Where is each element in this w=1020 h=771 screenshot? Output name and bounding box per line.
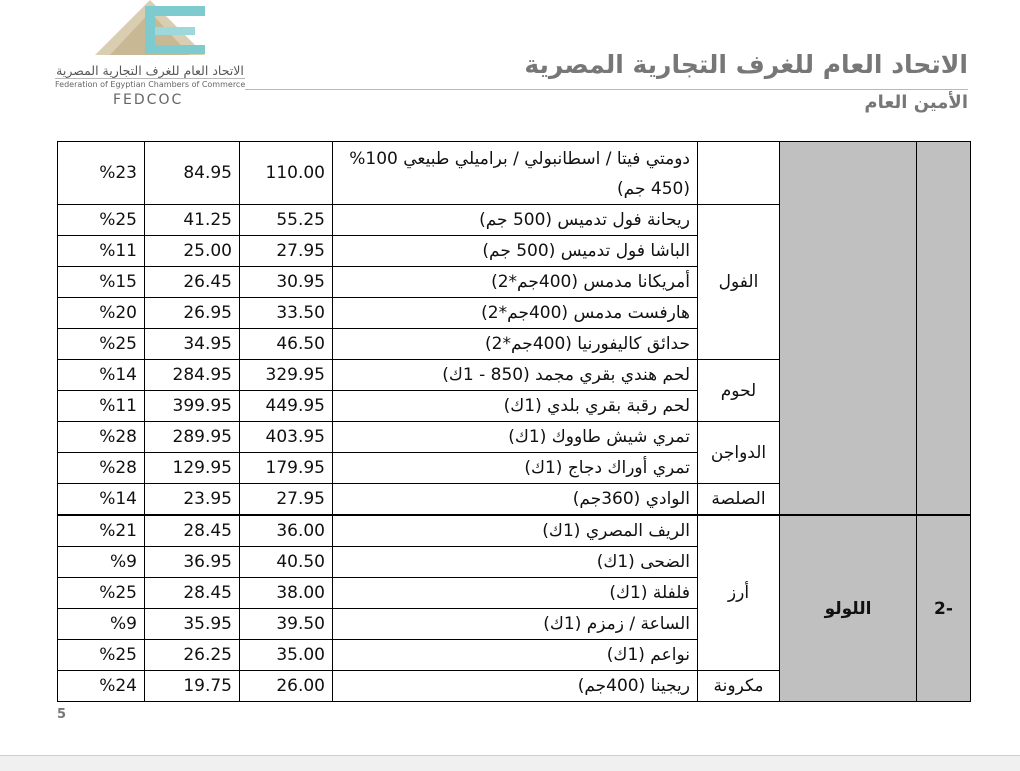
category-cell bbox=[698, 142, 780, 205]
price-before-cell: 36.00 bbox=[240, 515, 333, 547]
price-after-cell: 25.00 bbox=[145, 236, 240, 267]
product-cell: الباشا فول تدميس (500 جم) bbox=[333, 236, 698, 267]
price-after-cell: 399.95 bbox=[145, 391, 240, 422]
category-cell: الفول bbox=[698, 205, 780, 360]
store-name-cell: اللولو bbox=[780, 515, 917, 702]
logo-divider bbox=[55, 78, 245, 79]
product-cell: تمري أوراك دجاج (1ك) bbox=[333, 453, 698, 484]
product-cell: تمري شيش طاووك (1ك) bbox=[333, 422, 698, 453]
product-cell: نواعم (1ك) bbox=[333, 640, 698, 671]
price-before-cell: 449.95 bbox=[240, 391, 333, 422]
title-divider bbox=[245, 89, 968, 90]
discount-cell: %11 bbox=[58, 391, 145, 422]
product-cell: دومتي فيتا / اسطانبولي / براميلي طبيعي 100% (450 جم) bbox=[333, 142, 698, 205]
category-cell: مكرونة bbox=[698, 671, 780, 702]
logo-arabic-text: الاتحاد العام للغرف التجارية المصرية bbox=[56, 63, 244, 78]
page-subtitle: الأمين العام bbox=[864, 92, 968, 113]
discount-cell: %9 bbox=[58, 547, 145, 578]
product-cell: أمريكانا مدمس (400جم*2) bbox=[333, 267, 698, 298]
category-cell: الصلصة bbox=[698, 484, 780, 516]
price-before-cell: 46.50 bbox=[240, 329, 333, 360]
discount-cell: %25 bbox=[58, 205, 145, 236]
category-cell: لحوم bbox=[698, 360, 780, 422]
product-cell: هارفست مدمس (400جم*2) bbox=[333, 298, 698, 329]
offers-table bbox=[57, 141, 971, 702]
price-after-cell: 84.95 bbox=[145, 142, 240, 205]
price-before-cell: 55.25 bbox=[240, 205, 333, 236]
price-after-cell: 28.45 bbox=[145, 515, 240, 547]
category-cell: الدواجن bbox=[698, 422, 780, 484]
discount-cell: %9 bbox=[58, 609, 145, 640]
price-after-cell: 35.95 bbox=[145, 609, 240, 640]
price-before-cell: 110.00 bbox=[240, 142, 333, 205]
discount-cell: %20 bbox=[58, 298, 145, 329]
price-after-cell: 36.95 bbox=[145, 547, 240, 578]
discount-cell: %25 bbox=[58, 640, 145, 671]
product-cell: الوادي (360جم) bbox=[333, 484, 698, 516]
price-after-cell: 284.95 bbox=[145, 360, 240, 391]
discount-cell: %14 bbox=[58, 360, 145, 391]
price-before-cell: 329.95 bbox=[240, 360, 333, 391]
price-before-cell: 179.95 bbox=[240, 453, 333, 484]
logo-english-text: Federation of Egyptian Chambers of Commerce bbox=[55, 80, 246, 89]
store-name-cell bbox=[780, 142, 917, 516]
price-after-cell: 34.95 bbox=[145, 329, 240, 360]
table-row bbox=[58, 142, 971, 205]
product-cell: الريف المصري (1ك) bbox=[333, 515, 698, 547]
product-cell: لحم هندي بقري مجمد (850 - 1ك) bbox=[333, 360, 698, 391]
discount-cell: %14 bbox=[58, 484, 145, 516]
product-cell: ريحانة فول تدميس (500 جم) bbox=[333, 205, 698, 236]
price-after-cell: 41.25 bbox=[145, 205, 240, 236]
group-number-cell: -2 bbox=[917, 515, 971, 702]
category-cell: أرز bbox=[698, 515, 780, 671]
discount-cell: %28 bbox=[58, 422, 145, 453]
price-before-cell: 38.00 bbox=[240, 578, 333, 609]
discount-cell: %23 bbox=[58, 142, 145, 205]
price-after-cell: 289.95 bbox=[145, 422, 240, 453]
discount-cell: %25 bbox=[58, 329, 145, 360]
pyramid-logo-icon bbox=[90, 0, 210, 60]
slide-footer-bar bbox=[0, 755, 1020, 771]
price-before-cell: 27.95 bbox=[240, 484, 333, 516]
price-before-cell: 39.50 bbox=[240, 609, 333, 640]
price-after-cell: 28.45 bbox=[145, 578, 240, 609]
page-number: 5 bbox=[57, 707, 67, 722]
price-before-cell: 40.50 bbox=[240, 547, 333, 578]
page-title: الاتحاد العام للغرف التجارية المصرية bbox=[524, 50, 968, 79]
price-before-cell: 35.00 bbox=[240, 640, 333, 671]
price-before-cell: 33.50 bbox=[240, 298, 333, 329]
table-row bbox=[58, 515, 971, 547]
product-cell: لحم رقبة بقري بلدي (1ك) bbox=[333, 391, 698, 422]
discount-cell: %24 bbox=[58, 671, 145, 702]
price-after-cell: 19.75 bbox=[145, 671, 240, 702]
price-after-cell: 26.25 bbox=[145, 640, 240, 671]
price-after-cell: 129.95 bbox=[145, 453, 240, 484]
fedcoc-logo bbox=[55, 0, 245, 115]
product-cell: ريجينا (400جم) bbox=[333, 671, 698, 702]
price-before-cell: 403.95 bbox=[240, 422, 333, 453]
price-before-cell: 27.95 bbox=[240, 236, 333, 267]
discount-cell: %25 bbox=[58, 578, 145, 609]
product-cell: الساعة / زمزم (1ك) bbox=[333, 609, 698, 640]
discount-cell: %21 bbox=[58, 515, 145, 547]
discount-cell: %28 bbox=[58, 453, 145, 484]
logo-short-name: FEDCOC bbox=[113, 92, 184, 108]
group-number-cell bbox=[917, 142, 971, 516]
price-after-cell: 23.95 bbox=[145, 484, 240, 516]
product-cell: الضحى (1ك) bbox=[333, 547, 698, 578]
discount-cell: %11 bbox=[58, 236, 145, 267]
price-before-cell: 30.95 bbox=[240, 267, 333, 298]
product-cell: فلفلة (1ك) bbox=[333, 578, 698, 609]
product-cell: حدائق كاليفورنيا (400جم*2) bbox=[333, 329, 698, 360]
price-before-cell: 26.00 bbox=[240, 671, 333, 702]
price-after-cell: 26.95 bbox=[145, 298, 240, 329]
discount-cell: %15 bbox=[58, 267, 145, 298]
price-after-cell: 26.45 bbox=[145, 267, 240, 298]
